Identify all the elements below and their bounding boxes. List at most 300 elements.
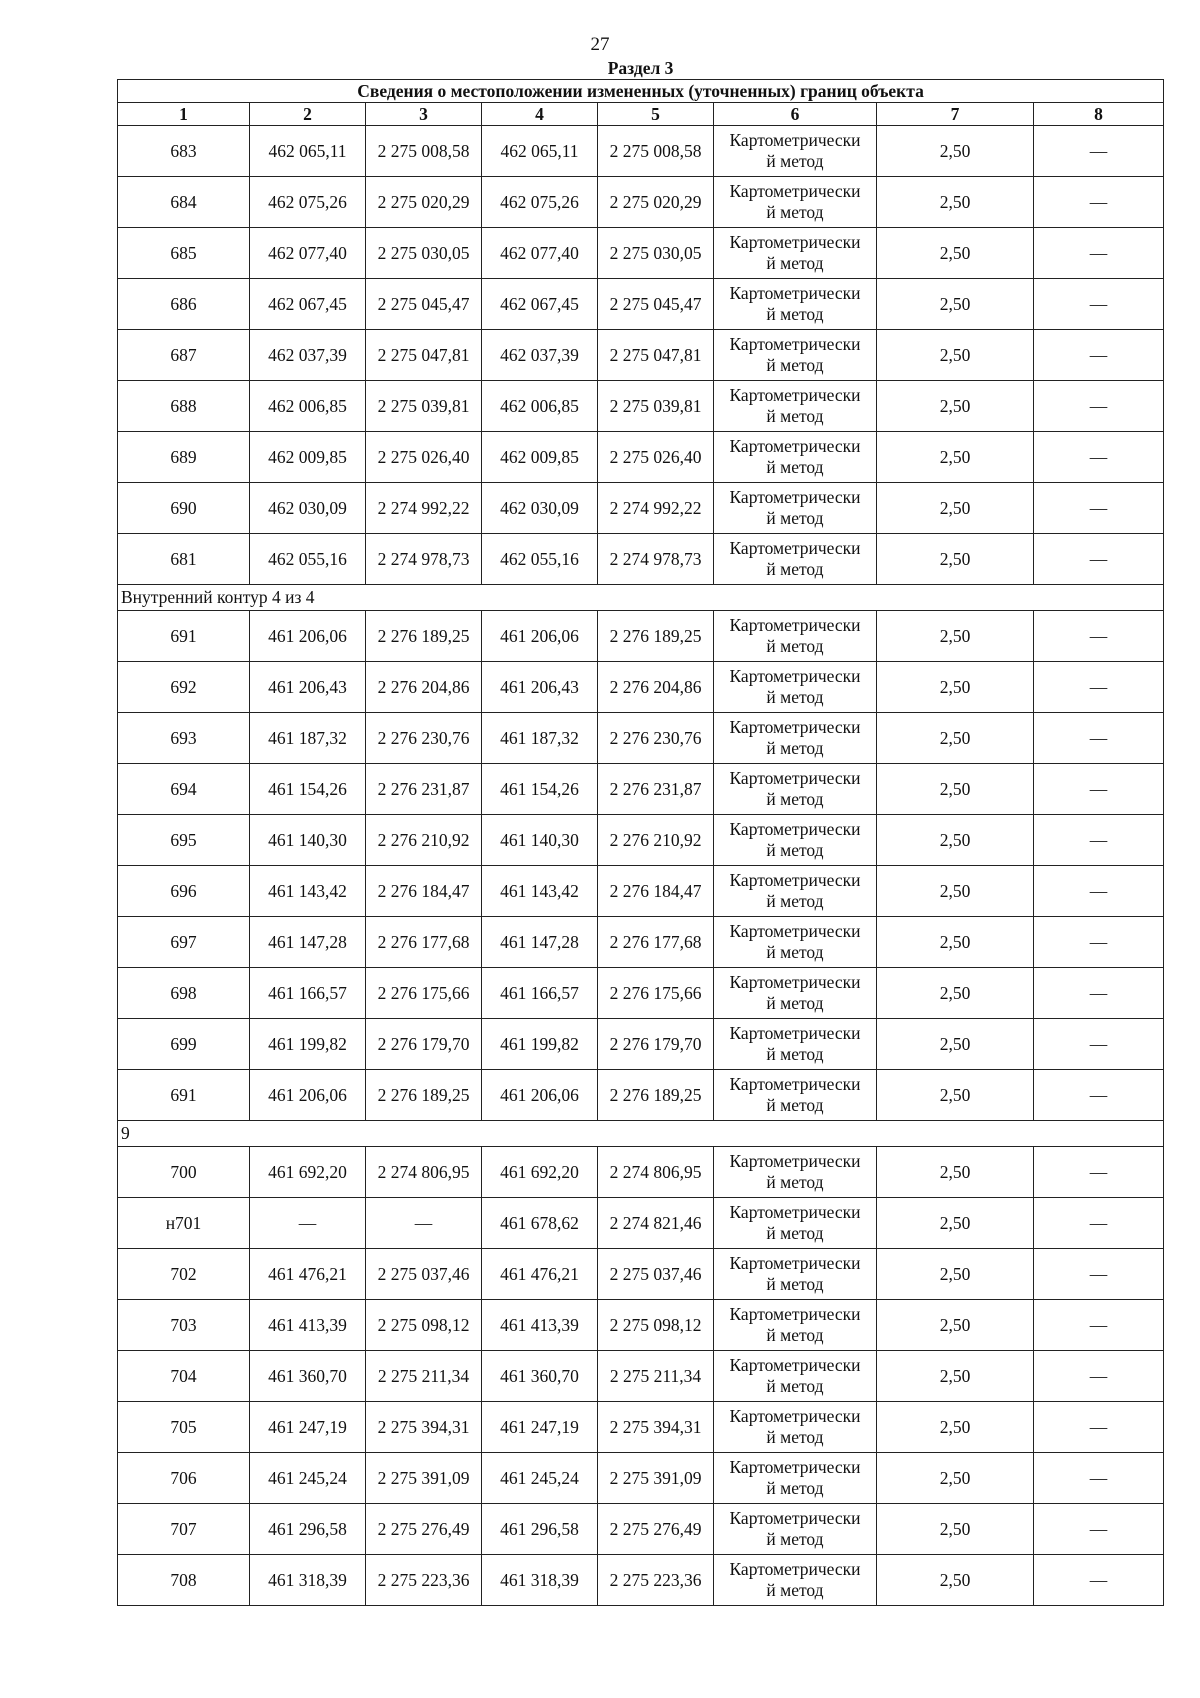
point-number-cell: 703 bbox=[118, 1300, 250, 1351]
point-number-cell: 683 bbox=[118, 126, 250, 177]
x-existing-cell: 461 413,39 bbox=[250, 1300, 366, 1351]
point-number-cell: 692 bbox=[118, 662, 250, 713]
method-cell bbox=[714, 126, 877, 177]
table-row bbox=[118, 330, 1164, 381]
table-row bbox=[118, 279, 1164, 330]
y-existing-cell: 2 275 211,34 bbox=[366, 1351, 482, 1402]
y-existing-cell: 2 274 806,95 bbox=[366, 1147, 482, 1198]
x-existing-cell: 461 154,26 bbox=[250, 764, 366, 815]
table-row bbox=[118, 432, 1164, 483]
y-updated-cell: 2 276 204,86 bbox=[598, 662, 714, 713]
method-line-1: Картометрически bbox=[729, 334, 861, 354]
method-line-1: Картометрически bbox=[729, 1355, 861, 1375]
method-line-2: й метод bbox=[766, 687, 824, 707]
y-updated-cell: 2 274 992,22 bbox=[598, 483, 714, 534]
accuracy-cell: 2,50 bbox=[877, 866, 1034, 917]
method-cell bbox=[714, 1402, 877, 1453]
x-existing-cell: — bbox=[250, 1198, 366, 1249]
method-line-1: Картометрически bbox=[729, 385, 861, 405]
accuracy-cell: 2,50 bbox=[877, 228, 1034, 279]
method-line-2: й метод bbox=[766, 789, 824, 809]
description-cell: — bbox=[1034, 1019, 1164, 1070]
point-number-cell: 694 bbox=[118, 764, 250, 815]
x-updated-cell: 461 147,28 bbox=[482, 917, 598, 968]
x-existing-cell: 462 077,40 bbox=[250, 228, 366, 279]
y-existing-cell: 2 276 204,86 bbox=[366, 662, 482, 713]
method-line-1: Картометрически bbox=[729, 538, 861, 558]
point-number-cell: 691 bbox=[118, 611, 250, 662]
method-cell bbox=[714, 968, 877, 1019]
description-cell: — bbox=[1034, 815, 1164, 866]
x-updated-cell: 461 143,42 bbox=[482, 866, 598, 917]
x-updated-cell: 462 077,40 bbox=[482, 228, 598, 279]
table-title-row bbox=[118, 80, 1164, 103]
column-header-row bbox=[118, 103, 1164, 126]
y-existing-cell: 2 276 189,25 bbox=[366, 611, 482, 662]
y-existing-cell: 2 275 045,47 bbox=[366, 279, 482, 330]
method-line-2: й метод bbox=[766, 1325, 824, 1345]
method-line-1: Картометрически bbox=[729, 870, 861, 890]
method-line-1: Картометрически bbox=[729, 130, 861, 150]
point-number-cell: 697 bbox=[118, 917, 250, 968]
method-line-2: й метод bbox=[766, 1095, 824, 1115]
x-existing-cell: 461 166,57 bbox=[250, 968, 366, 1019]
point-number-cell: н701 bbox=[118, 1198, 250, 1249]
description-cell: — bbox=[1034, 126, 1164, 177]
method-line-2: й метод bbox=[766, 406, 824, 426]
description-cell: — bbox=[1034, 866, 1164, 917]
x-updated-cell: 461 154,26 bbox=[482, 764, 598, 815]
table-row bbox=[118, 1147, 1164, 1198]
table-row bbox=[118, 1019, 1164, 1070]
y-existing-cell: 2 274 992,22 bbox=[366, 483, 482, 534]
accuracy-cell: 2,50 bbox=[877, 1555, 1034, 1606]
table-row bbox=[118, 866, 1164, 917]
y-updated-cell: 2 275 211,34 bbox=[598, 1351, 714, 1402]
method-cell bbox=[714, 279, 877, 330]
y-existing-cell: 2 275 394,31 bbox=[366, 1402, 482, 1453]
point-number-cell: 707 bbox=[118, 1504, 250, 1555]
x-existing-cell: 462 075,26 bbox=[250, 177, 366, 228]
accuracy-cell: 2,50 bbox=[877, 713, 1034, 764]
boundary-coordinates-table bbox=[117, 57, 1164, 1606]
description-cell: — bbox=[1034, 1147, 1164, 1198]
description-cell: — bbox=[1034, 1249, 1164, 1300]
y-updated-cell: 2 275 026,40 bbox=[598, 432, 714, 483]
x-updated-cell: 461 296,58 bbox=[482, 1504, 598, 1555]
point-number-cell: 696 bbox=[118, 866, 250, 917]
y-updated-cell: 2 275 030,05 bbox=[598, 228, 714, 279]
method-line-1: Картометрически bbox=[729, 1023, 861, 1043]
contour-group-row bbox=[118, 585, 1164, 611]
y-updated-cell: 2 276 189,25 bbox=[598, 611, 714, 662]
method-cell bbox=[714, 815, 877, 866]
x-existing-cell: 461 206,43 bbox=[250, 662, 366, 713]
y-existing-cell: 2 275 037,46 bbox=[366, 1249, 482, 1300]
x-existing-cell: 461 247,19 bbox=[250, 1402, 366, 1453]
description-cell: — bbox=[1034, 534, 1164, 585]
method-line-1: Картометрически bbox=[729, 1457, 861, 1477]
accuracy-cell: 2,50 bbox=[877, 662, 1034, 713]
point-number-cell: 689 bbox=[118, 432, 250, 483]
table-row bbox=[118, 1402, 1164, 1453]
point-number-cell: 684 bbox=[118, 177, 250, 228]
y-existing-cell: 2 276 210,92 bbox=[366, 815, 482, 866]
x-existing-cell: 462 067,45 bbox=[250, 279, 366, 330]
y-existing-cell: 2 276 175,66 bbox=[366, 968, 482, 1019]
description-cell: — bbox=[1034, 662, 1164, 713]
method-cell bbox=[714, 228, 877, 279]
table-row bbox=[118, 381, 1164, 432]
accuracy-cell: 2,50 bbox=[877, 1504, 1034, 1555]
table-row bbox=[118, 1351, 1164, 1402]
point-number-cell: 687 bbox=[118, 330, 250, 381]
x-updated-cell: 462 055,16 bbox=[482, 534, 598, 585]
accuracy-cell: 2,50 bbox=[877, 1300, 1034, 1351]
table-row bbox=[118, 177, 1164, 228]
method-cell bbox=[714, 534, 877, 585]
x-updated-cell: 461 140,30 bbox=[482, 815, 598, 866]
point-number-cell: 706 bbox=[118, 1453, 250, 1504]
method-line-1: Картометрически bbox=[729, 181, 861, 201]
x-updated-cell: 462 037,39 bbox=[482, 330, 598, 381]
method-line-1: Картометрически bbox=[729, 1406, 861, 1426]
accuracy-cell: 2,50 bbox=[877, 1198, 1034, 1249]
accuracy-cell: 2,50 bbox=[877, 917, 1034, 968]
y-updated-cell: 2 275 037,46 bbox=[598, 1249, 714, 1300]
x-updated-cell: 461 678,62 bbox=[482, 1198, 598, 1249]
column-header: 6 bbox=[714, 103, 877, 126]
y-existing-cell: 2 275 039,81 bbox=[366, 381, 482, 432]
contour-group-label: 9 bbox=[118, 1121, 1164, 1147]
y-existing-cell: 2 276 231,87 bbox=[366, 764, 482, 815]
x-existing-cell: 462 009,85 bbox=[250, 432, 366, 483]
x-existing-cell: 462 037,39 bbox=[250, 330, 366, 381]
method-cell bbox=[714, 1555, 877, 1606]
method-line-2: й метод bbox=[766, 891, 824, 911]
x-updated-cell: 461 206,43 bbox=[482, 662, 598, 713]
y-updated-cell: 2 276 175,66 bbox=[598, 968, 714, 1019]
x-existing-cell: 461 206,06 bbox=[250, 611, 366, 662]
point-number-cell: 699 bbox=[118, 1019, 250, 1070]
x-updated-cell: 462 006,85 bbox=[482, 381, 598, 432]
y-updated-cell: 2 275 020,29 bbox=[598, 177, 714, 228]
method-line-2: й метод bbox=[766, 1478, 824, 1498]
method-line-2: й метод bbox=[766, 304, 824, 324]
point-number-cell: 704 bbox=[118, 1351, 250, 1402]
description-cell: — bbox=[1034, 1504, 1164, 1555]
y-updated-cell: 2 275 394,31 bbox=[598, 1402, 714, 1453]
method-line-2: й метод bbox=[766, 1427, 824, 1447]
table-row bbox=[118, 611, 1164, 662]
method-line-1: Картометрически bbox=[729, 717, 861, 737]
method-line-2: й метод bbox=[766, 1529, 824, 1549]
method-cell bbox=[714, 1351, 877, 1402]
table-row bbox=[118, 662, 1164, 713]
y-updated-cell: 2 275 223,36 bbox=[598, 1555, 714, 1606]
y-existing-cell: 2 274 978,73 bbox=[366, 534, 482, 585]
x-updated-cell: 461 476,21 bbox=[482, 1249, 598, 1300]
x-existing-cell: 461 147,28 bbox=[250, 917, 366, 968]
accuracy-cell: 2,50 bbox=[877, 177, 1034, 228]
method-line-1: Картометрически bbox=[729, 232, 861, 252]
table-row bbox=[118, 1070, 1164, 1121]
y-existing-cell: 2 276 177,68 bbox=[366, 917, 482, 968]
x-updated-cell: 461 360,70 bbox=[482, 1351, 598, 1402]
section-title-row bbox=[118, 57, 1164, 80]
method-line-1: Картометрически bbox=[729, 768, 861, 788]
accuracy-cell: 2,50 bbox=[877, 1070, 1034, 1121]
y-updated-cell: 2 275 098,12 bbox=[598, 1300, 714, 1351]
y-existing-cell: 2 276 230,76 bbox=[366, 713, 482, 764]
x-updated-cell: 461 413,39 bbox=[482, 1300, 598, 1351]
point-number-cell: 695 bbox=[118, 815, 250, 866]
y-updated-cell: 2 275 008,58 bbox=[598, 126, 714, 177]
column-header: 3 bbox=[366, 103, 482, 126]
x-existing-cell: 462 065,11 bbox=[250, 126, 366, 177]
table-title: Сведения о местоположении измененных (уточненных) границ объекта bbox=[118, 80, 1164, 103]
y-existing-cell: 2 275 276,49 bbox=[366, 1504, 482, 1555]
y-existing-cell: 2 275 026,40 bbox=[366, 432, 482, 483]
description-cell: — bbox=[1034, 381, 1164, 432]
method-line-2: й метод bbox=[766, 151, 824, 171]
x-updated-cell: 462 030,09 bbox=[482, 483, 598, 534]
x-existing-cell: 461 245,24 bbox=[250, 1453, 366, 1504]
x-existing-cell: 461 692,20 bbox=[250, 1147, 366, 1198]
description-cell: — bbox=[1034, 1402, 1164, 1453]
method-line-2: й метод bbox=[766, 636, 824, 656]
method-line-1: Картометрически bbox=[729, 615, 861, 635]
description-cell: — bbox=[1034, 764, 1164, 815]
accuracy-cell: 2,50 bbox=[877, 1402, 1034, 1453]
y-updated-cell: 2 276 177,68 bbox=[598, 917, 714, 968]
method-line-2: й метод bbox=[766, 1044, 824, 1064]
accuracy-cell: 2,50 bbox=[877, 1147, 1034, 1198]
y-updated-cell: 2 275 276,49 bbox=[598, 1504, 714, 1555]
accuracy-cell: 2,50 bbox=[877, 1351, 1034, 1402]
contour-group-row bbox=[118, 1121, 1164, 1147]
accuracy-cell: 2,50 bbox=[877, 611, 1034, 662]
column-header: 1 bbox=[118, 103, 250, 126]
method-line-2: й метод bbox=[766, 840, 824, 860]
method-line-2: й метод bbox=[766, 942, 824, 962]
x-existing-cell: 461 476,21 bbox=[250, 1249, 366, 1300]
method-cell bbox=[714, 713, 877, 764]
method-cell bbox=[714, 1198, 877, 1249]
x-existing-cell: 461 140,30 bbox=[250, 815, 366, 866]
table-row bbox=[118, 1555, 1164, 1606]
y-existing-cell: 2 275 098,12 bbox=[366, 1300, 482, 1351]
table-row bbox=[118, 1504, 1164, 1555]
table-row bbox=[118, 1249, 1164, 1300]
accuracy-cell: 2,50 bbox=[877, 381, 1034, 432]
method-line-2: й метод bbox=[766, 1376, 824, 1396]
method-line-2: й метод bbox=[766, 1223, 824, 1243]
accuracy-cell: 2,50 bbox=[877, 483, 1034, 534]
description-cell: — bbox=[1034, 1555, 1164, 1606]
method-cell bbox=[714, 1249, 877, 1300]
description-cell: — bbox=[1034, 917, 1164, 968]
method-cell bbox=[714, 1070, 877, 1121]
description-cell: — bbox=[1034, 483, 1164, 534]
table-row bbox=[118, 483, 1164, 534]
x-existing-cell: 461 296,58 bbox=[250, 1504, 366, 1555]
x-existing-cell: 462 055,16 bbox=[250, 534, 366, 585]
point-number-cell: 693 bbox=[118, 713, 250, 764]
description-cell: — bbox=[1034, 1198, 1164, 1249]
table-row bbox=[118, 764, 1164, 815]
method-line-1: Картометрически bbox=[729, 1304, 861, 1324]
y-updated-cell: 2 275 039,81 bbox=[598, 381, 714, 432]
x-existing-cell: 461 143,42 bbox=[250, 866, 366, 917]
method-line-1: Картометрически bbox=[729, 921, 861, 941]
x-updated-cell: 461 206,06 bbox=[482, 1070, 598, 1121]
y-updated-cell: 2 276 231,87 bbox=[598, 764, 714, 815]
method-cell bbox=[714, 611, 877, 662]
point-number-cell: 702 bbox=[118, 1249, 250, 1300]
description-cell: — bbox=[1034, 1453, 1164, 1504]
x-updated-cell: 461 206,06 bbox=[482, 611, 598, 662]
column-header: 7 bbox=[877, 103, 1034, 126]
y-updated-cell: 2 275 047,81 bbox=[598, 330, 714, 381]
method-line-2: й метод bbox=[766, 1172, 824, 1192]
x-updated-cell: 462 065,11 bbox=[482, 126, 598, 177]
method-cell bbox=[714, 1453, 877, 1504]
method-line-1: Картометрически bbox=[729, 1559, 861, 1579]
accuracy-cell: 2,50 bbox=[877, 279, 1034, 330]
x-updated-cell: 461 692,20 bbox=[482, 1147, 598, 1198]
accuracy-cell: 2,50 bbox=[877, 764, 1034, 815]
method-cell bbox=[714, 866, 877, 917]
method-line-2: й метод bbox=[766, 1274, 824, 1294]
accuracy-cell: 2,50 bbox=[877, 126, 1034, 177]
method-cell bbox=[714, 1504, 877, 1555]
description-cell: — bbox=[1034, 968, 1164, 1019]
x-existing-cell: 462 006,85 bbox=[250, 381, 366, 432]
method-line-2: й метод bbox=[766, 508, 824, 528]
point-number-cell: 685 bbox=[118, 228, 250, 279]
y-updated-cell: 2 275 045,47 bbox=[598, 279, 714, 330]
y-existing-cell: 2 275 008,58 bbox=[366, 126, 482, 177]
method-cell bbox=[714, 764, 877, 815]
method-line-1: Картометрически bbox=[729, 283, 861, 303]
table-row bbox=[118, 713, 1164, 764]
description-cell: — bbox=[1034, 279, 1164, 330]
y-existing-cell: 2 276 184,47 bbox=[366, 866, 482, 917]
point-number-cell: 691 bbox=[118, 1070, 250, 1121]
method-cell bbox=[714, 662, 877, 713]
x-updated-cell: 461 318,39 bbox=[482, 1555, 598, 1606]
method-line-2: й метод bbox=[766, 993, 824, 1013]
method-cell bbox=[714, 483, 877, 534]
method-line-1: Картометрически bbox=[729, 972, 861, 992]
accuracy-cell: 2,50 bbox=[877, 432, 1034, 483]
method-line-1: Картометрически bbox=[729, 436, 861, 456]
y-updated-cell: 2 276 230,76 bbox=[598, 713, 714, 764]
method-line-1: Картометрически bbox=[729, 487, 861, 507]
y-updated-cell: 2 276 210,92 bbox=[598, 815, 714, 866]
method-cell bbox=[714, 381, 877, 432]
x-existing-cell: 461 187,32 bbox=[250, 713, 366, 764]
table-row bbox=[118, 1453, 1164, 1504]
section-title: Раздел 3 bbox=[607, 57, 674, 78]
x-updated-cell: 462 009,85 bbox=[482, 432, 598, 483]
y-existing-cell: 2 275 391,09 bbox=[366, 1453, 482, 1504]
y-existing-cell: — bbox=[366, 1198, 482, 1249]
description-cell: — bbox=[1034, 713, 1164, 764]
x-updated-cell: 461 187,32 bbox=[482, 713, 598, 764]
description-cell: — bbox=[1034, 432, 1164, 483]
x-existing-cell: 461 206,06 bbox=[250, 1070, 366, 1121]
description-cell: — bbox=[1034, 1351, 1164, 1402]
method-line-1: Картометрически bbox=[729, 1202, 861, 1222]
method-line-1: Картометрически bbox=[729, 666, 861, 686]
x-existing-cell: 461 318,39 bbox=[250, 1555, 366, 1606]
method-cell bbox=[714, 177, 877, 228]
x-existing-cell: 461 360,70 bbox=[250, 1351, 366, 1402]
point-number-cell: 688 bbox=[118, 381, 250, 432]
description-cell: — bbox=[1034, 177, 1164, 228]
point-number-cell: 686 bbox=[118, 279, 250, 330]
point-number-cell: 681 bbox=[118, 534, 250, 585]
point-number-cell: 708 bbox=[118, 1555, 250, 1606]
x-updated-cell: 462 075,26 bbox=[482, 177, 598, 228]
y-existing-cell: 2 276 189,25 bbox=[366, 1070, 482, 1121]
y-existing-cell: 2 276 179,70 bbox=[366, 1019, 482, 1070]
description-cell: — bbox=[1034, 330, 1164, 381]
contour-group-label: Внутренний контур 4 из 4 bbox=[118, 585, 1164, 611]
accuracy-cell: 2,50 bbox=[877, 330, 1034, 381]
y-updated-cell: 2 276 184,47 bbox=[598, 866, 714, 917]
y-updated-cell: 2 274 806,95 bbox=[598, 1147, 714, 1198]
accuracy-cell: 2,50 bbox=[877, 1453, 1034, 1504]
method-cell bbox=[714, 1300, 877, 1351]
accuracy-cell: 2,50 bbox=[877, 968, 1034, 1019]
y-existing-cell: 2 275 047,81 bbox=[366, 330, 482, 381]
column-header: 4 bbox=[482, 103, 598, 126]
y-existing-cell: 2 275 030,05 bbox=[366, 228, 482, 279]
method-line-1: Картометрически bbox=[729, 1074, 861, 1094]
method-line-2: й метод bbox=[766, 202, 824, 222]
table-row bbox=[118, 126, 1164, 177]
table-row bbox=[118, 1300, 1164, 1351]
x-updated-cell: 461 199,82 bbox=[482, 1019, 598, 1070]
page-number: 27 bbox=[590, 34, 610, 55]
method-line-2: й метод bbox=[766, 1580, 824, 1600]
point-number-cell: 700 bbox=[118, 1147, 250, 1198]
table-row bbox=[118, 1198, 1164, 1249]
x-updated-cell: 462 067,45 bbox=[482, 279, 598, 330]
point-number-cell: 705 bbox=[118, 1402, 250, 1453]
column-header: 8 bbox=[1034, 103, 1164, 126]
point-number-cell: 698 bbox=[118, 968, 250, 1019]
x-updated-cell: 461 247,19 bbox=[482, 1402, 598, 1453]
y-updated-cell: 2 275 391,09 bbox=[598, 1453, 714, 1504]
x-updated-cell: 461 166,57 bbox=[482, 968, 598, 1019]
method-line-2: й метод bbox=[766, 457, 824, 477]
accuracy-cell: 2,50 bbox=[877, 534, 1034, 585]
method-cell bbox=[714, 1019, 877, 1070]
y-updated-cell: 2 274 821,46 bbox=[598, 1198, 714, 1249]
method-line-2: й метод bbox=[766, 559, 824, 579]
y-updated-cell: 2 274 978,73 bbox=[598, 534, 714, 585]
x-existing-cell: 462 030,09 bbox=[250, 483, 366, 534]
method-line-1: Картометрически bbox=[729, 819, 861, 839]
column-header: 2 bbox=[250, 103, 366, 126]
method-line-2: й метод bbox=[766, 738, 824, 758]
y-existing-cell: 2 275 020,29 bbox=[366, 177, 482, 228]
method-line-2: й метод bbox=[766, 355, 824, 375]
